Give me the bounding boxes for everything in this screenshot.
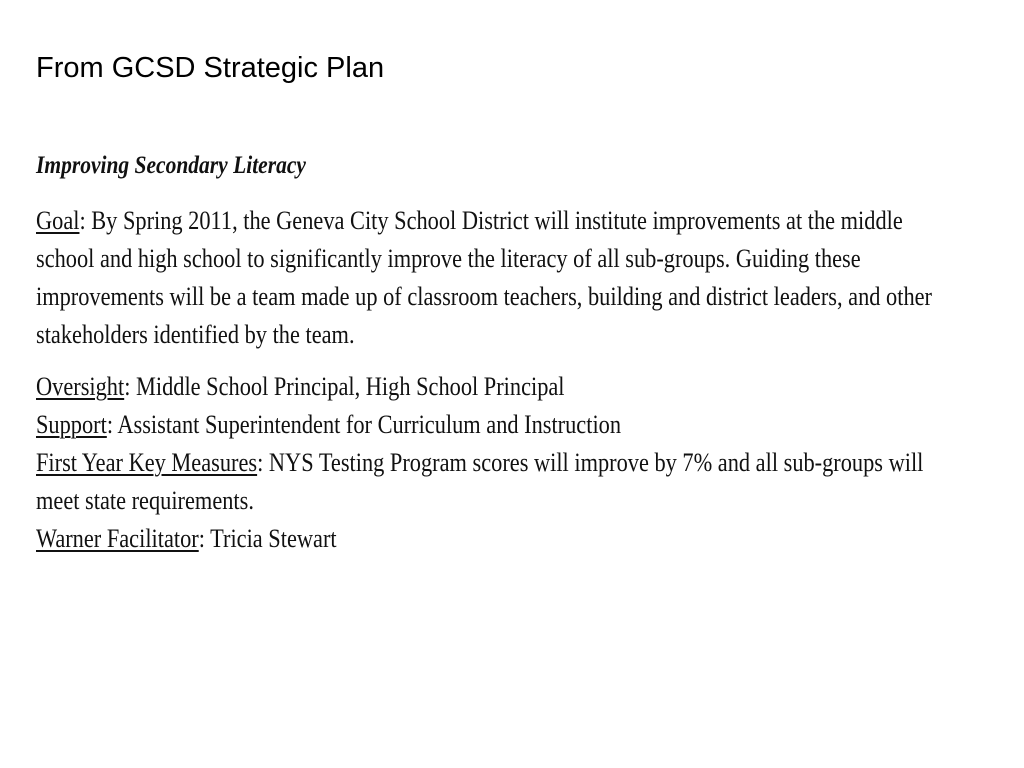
goal-paragraph [36,202,981,354]
goal-line-4: stakeholders identified by the team. [36,320,355,349]
oversight-line [36,368,849,406]
goal-line-2: school and high school to significantly improve the literacy of all sub-groups. Guiding these [36,244,861,273]
details-paragraph [36,368,981,558]
facilitator-text: : Tricia Stewart [198,524,337,553]
measures-label: First Year Key Measures [36,448,258,477]
oversight-label: Oversight [36,372,125,401]
support-label: Support [36,410,107,439]
measures-line-2: meet state requirements. [36,486,254,515]
support-text: : Assistant Superintendent for Curriculum and Instruction [106,410,622,439]
document-excerpt [36,146,981,572]
goal-line-1 [36,202,903,240]
oversight-text: : Middle School Principal, High School Principal [124,372,565,401]
support-line [36,406,849,444]
goal-line-3: improvements will be a team made up of classroom teachers, building and district leaders, and other [36,282,932,311]
slide-title: From GCSD Strategic Plan [36,52,385,84]
goal-label: Goal [36,206,80,235]
measures-text-1: : NYS Testing Program scores will improve by 7% and all sub-groups will [257,448,924,477]
goal-text-1: : By Spring 2011, the Geneva City School District will institute improvements at the middle [79,206,903,235]
document-heading: Improving Secondary Literacy [36,152,306,179]
facilitator-label: Warner Facilitator [36,524,199,553]
facilitator-line [36,520,849,558]
measures-line-1 [36,444,924,482]
